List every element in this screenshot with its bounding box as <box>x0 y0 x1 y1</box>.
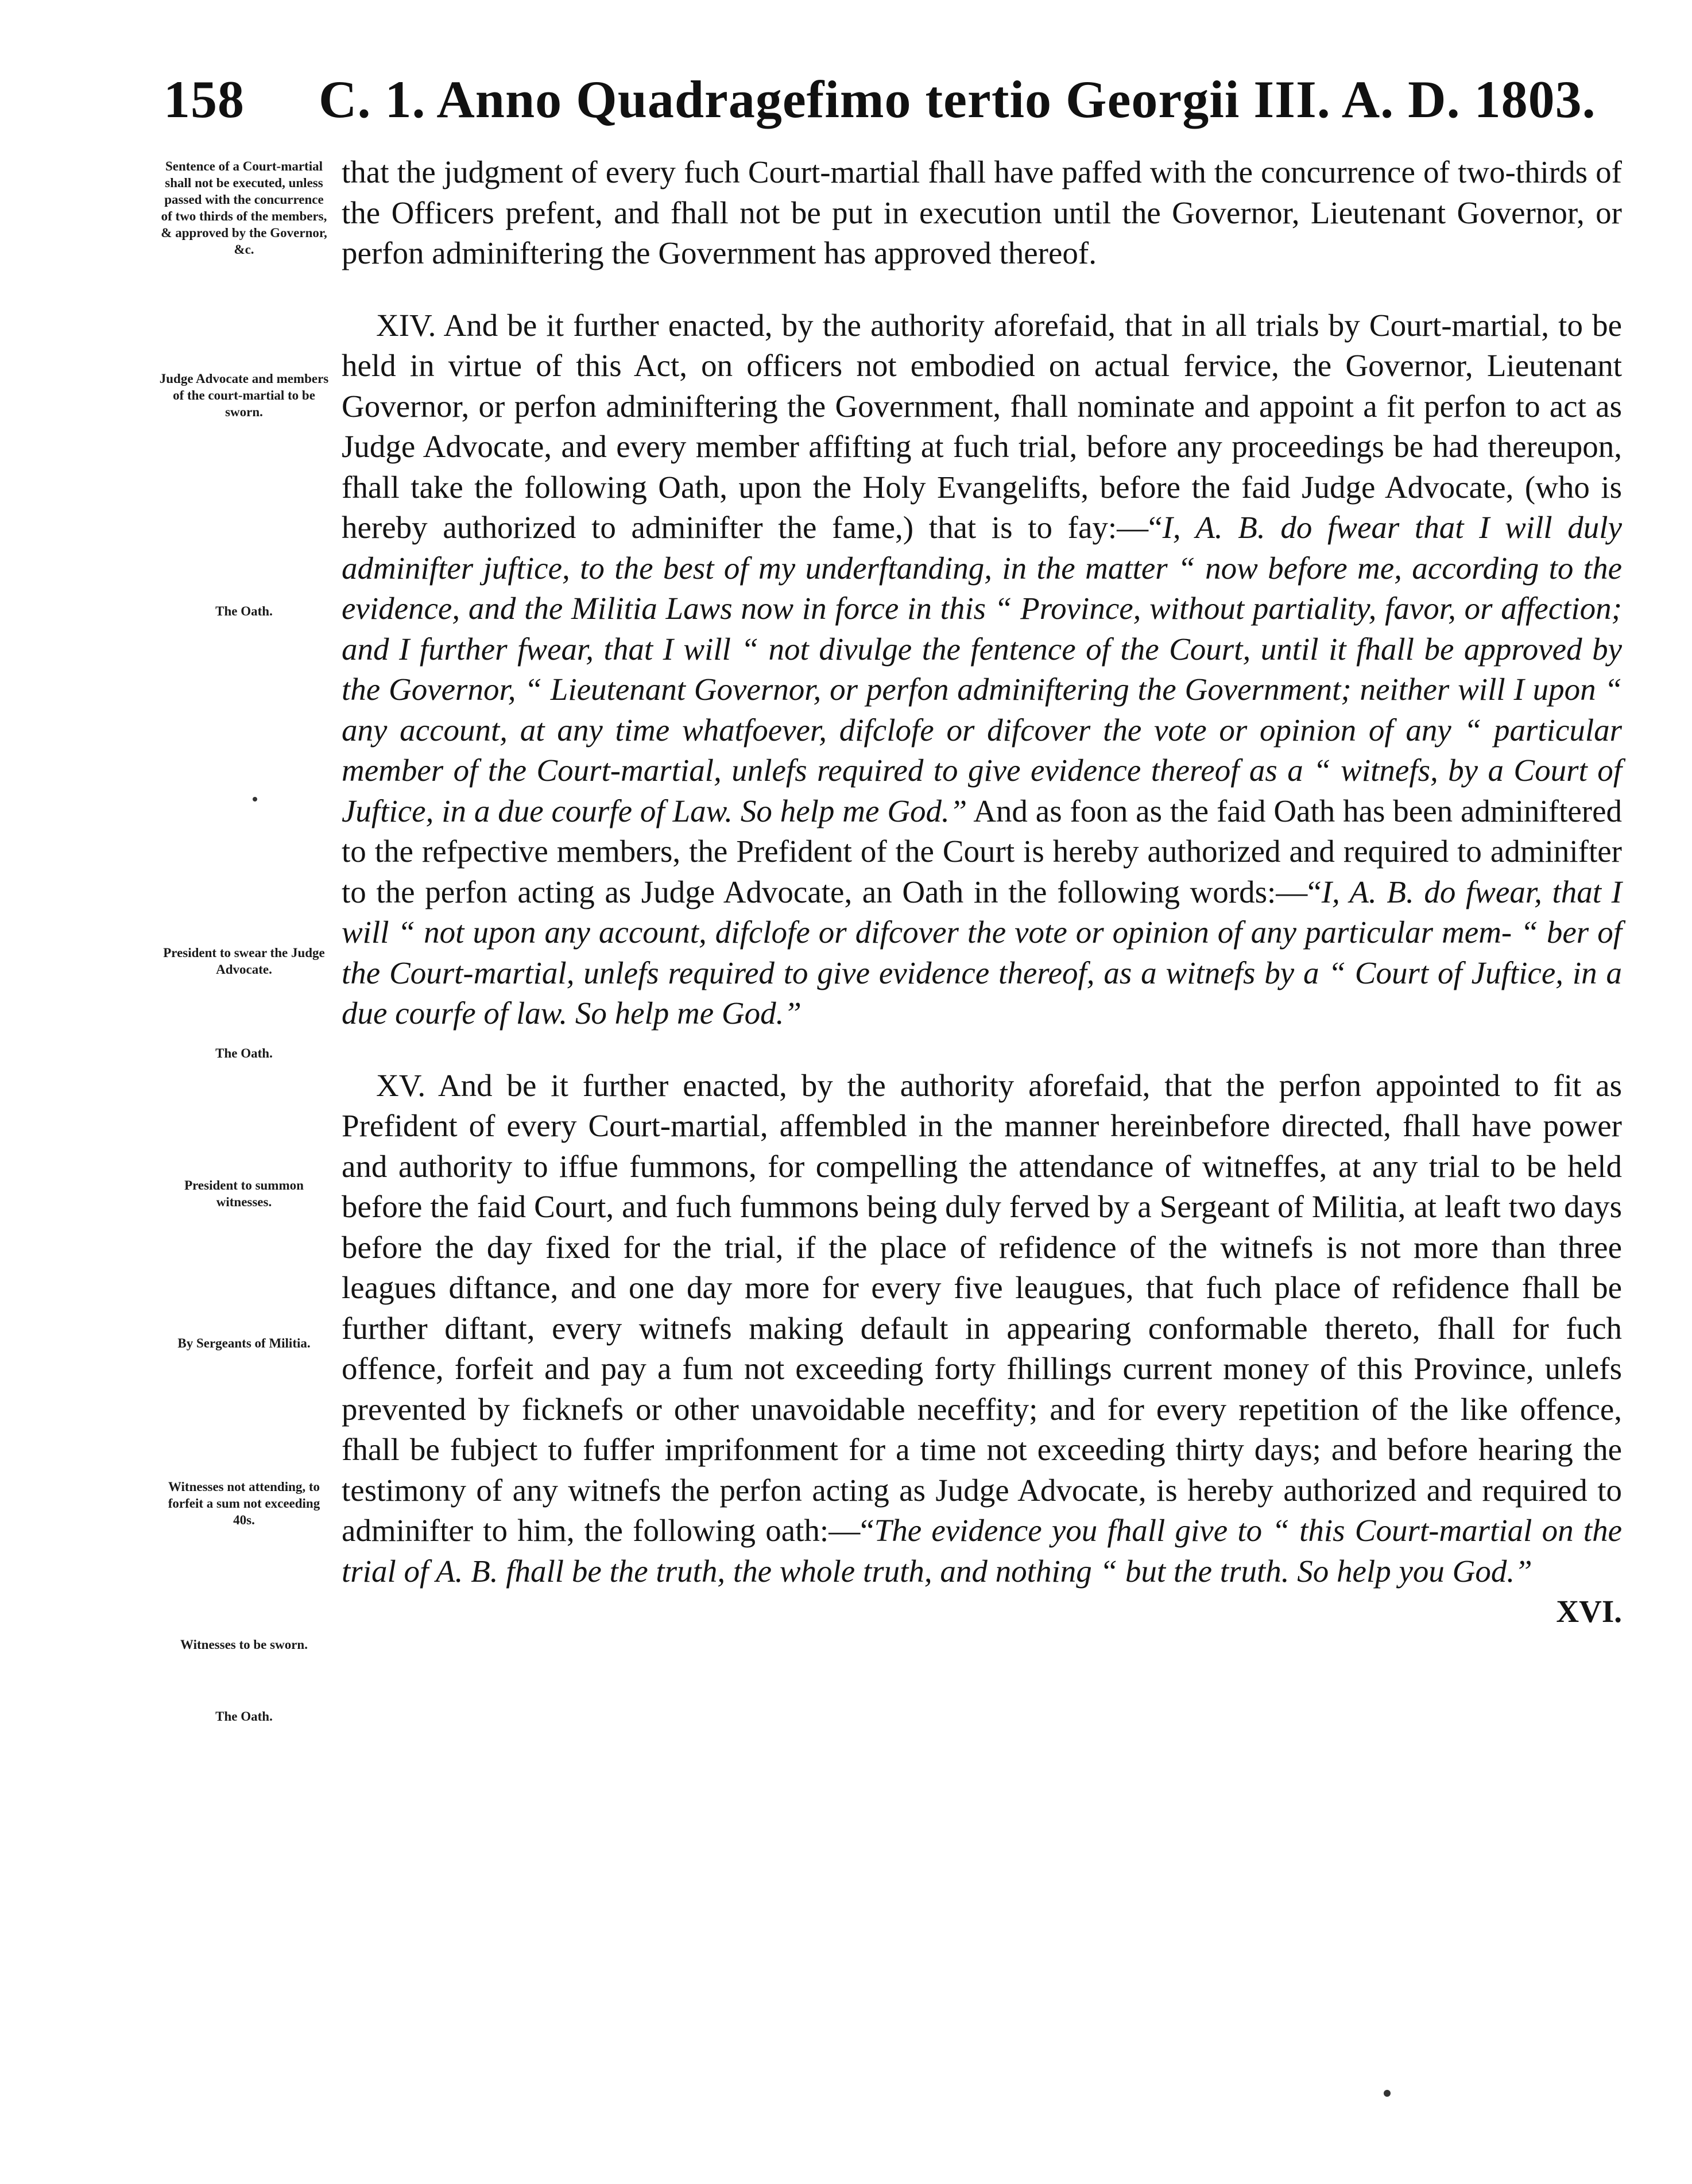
margin-note-oath-1: The Oath. <box>215 604 273 618</box>
margin-notes <box>158 144 330 1866</box>
print-speck <box>1384 2090 1391 2097</box>
catchword: XVI. <box>1556 1594 1622 1629</box>
margin-note-oath-3: The Oath. <box>215 1709 273 1724</box>
margin-note-judge-advocate: Judge Advocate and members of the court-martial to be sworn. <box>159 371 329 419</box>
page-number: 158 <box>164 70 245 129</box>
oath-witness: The evidence you fhall give to “ this Court-martial on the trial of A. B. fhall be the truth, the whole truth, and nothing “ but the truth. So help you God.” <box>342 1513 1622 1589</box>
print-speck <box>253 797 257 801</box>
running-title: C. 1. Anno Quadragefimo tertio Georgii III. A. D. 1803. <box>319 70 1596 129</box>
paragraph-xv <box>342 1066 1622 1592</box>
margin-note-summon-witnesses: President to summon witnesses. <box>184 1178 304 1209</box>
margin-note-forfeit: Witnesses not attending, to forfeit a sum not exceeding 40s. <box>168 1480 320 1527</box>
paragraph-xiv <box>342 305 1622 1034</box>
paragraph-continuation: that the judgment of every fuch Court-martial fhall have paffed with the concurrence of two-thirds of the Officers prefent, and fhall not be put in execution until the Governor, Lieutenant Governor, or perfon adminiftering the Government has approved thereof. <box>342 154 1622 270</box>
section-xiv-continued: And as foon as the faid Oath has been adminiftered to the refpective members, the Prefident of the Court is hereby authorized and required to adminifter to the perfon acting as Judge Advocate, an Oath in the following words:—“ <box>342 793 1622 909</box>
main-text <box>342 152 1622 1632</box>
margin-note-sergeants: By Sergeants of Militia. <box>177 1336 311 1350</box>
section-xv-text: XV. And be it further enacted, by the authority aforefaid, that the perfon appointed to fit as Prefident of every Court-martial, affembled in the manner hereinbefore directed, fhall have power and authority to iffue fummons, for compelling the attendance of witneffes, at any trial to be held before the faid Court, and fuch fummons being duly ferved by a Sergeant of Militia, at leaft two days before the day fixed for the trial, if the place of refidence of the witnefs is not more than three leagues diftance, and one day more for every five leaugues, that fuch place of refidence fhall be further diftant, every witnefs making default in appearing conformable thereto, fhall for fuch offence, forfeit and pay a fum not exceeding forty fhillings current money of this Province, unlefs prevented by ficknefs or other unavoidable neceffity; and for every repetition of the like offence, fhall be fubject to fuffer imprifonment for a time not exceeding thirty days; and before hearing the testimony of any witnefs the perfon acting as Judge Advocate, is hereby authorized and required to adminifter to him, the following oath:—“ <box>342 1067 1622 1548</box>
running-head <box>164 69 1622 138</box>
margin-note-president-swear: President to swear the Judge Advocate. <box>163 946 325 977</box>
margin-note-witnesses-sworn: Witnesses to be sworn. <box>180 1637 308 1652</box>
oath-judge-advocate: I, A. B. do fwear, that I will “ not upon any account, difclofe or difcover the vote or opinion of any particular mem- “ ber of the Court-martial, unlefs required to give evidence thereof, as a witnefs by a “ Court of Juftice, in a due courfe of law. So help me God.” <box>342 874 1622 1031</box>
oath-members: I, A. B. do fwear that I will duly adminifter juftice, to the best of my underftanding, in the matter “ now before me, according to the evidence, and the Militia Laws now in force in this “ Province, without partiality, favor, or affection; and I further fwear, that I will “ not divulge the fentence of the Court, until it fhall be approved by the Governor, “ Lieutenant Governor, or perfon adminiftering the Government; neither will I upon “ any account, at any time whatfoever, difclofe or difcover the vote or opinion of any “ particular member of the Court-martial, unlefs required to give evidence thereof as a “ witnefs, by a Court of Juftice, in a due courfe of Law. So help me God.” <box>342 510 1622 828</box>
margin-note-sentence: Sentence of a Court-martial shall not be executed, unless passed with the concurrence of two thirds of the members, & approved by the Governor, &c. <box>161 159 327 257</box>
margin-note-oath-2: The Oath. <box>215 1046 273 1060</box>
section-xiv-text: XIV. And be it further enacted, by the authority aforefaid, that in all trials by Court-martial, to be held in virtue of this Act, on officers not embodied on actual fervice, the Governor, Lieutenant Governor, or perfon adminiftering the Government, fhall nominate and appoint a fit perfon to act as Judge Advocate, and every member affifting at fuch trial, before any proceedings be had thereupon, fhall take the following Oath, upon the Holy Evangelifts, before the faid Judge Advocate, (who is hereby authorized to adminifter the fame,) that is to fay:—“ <box>342 307 1622 545</box>
